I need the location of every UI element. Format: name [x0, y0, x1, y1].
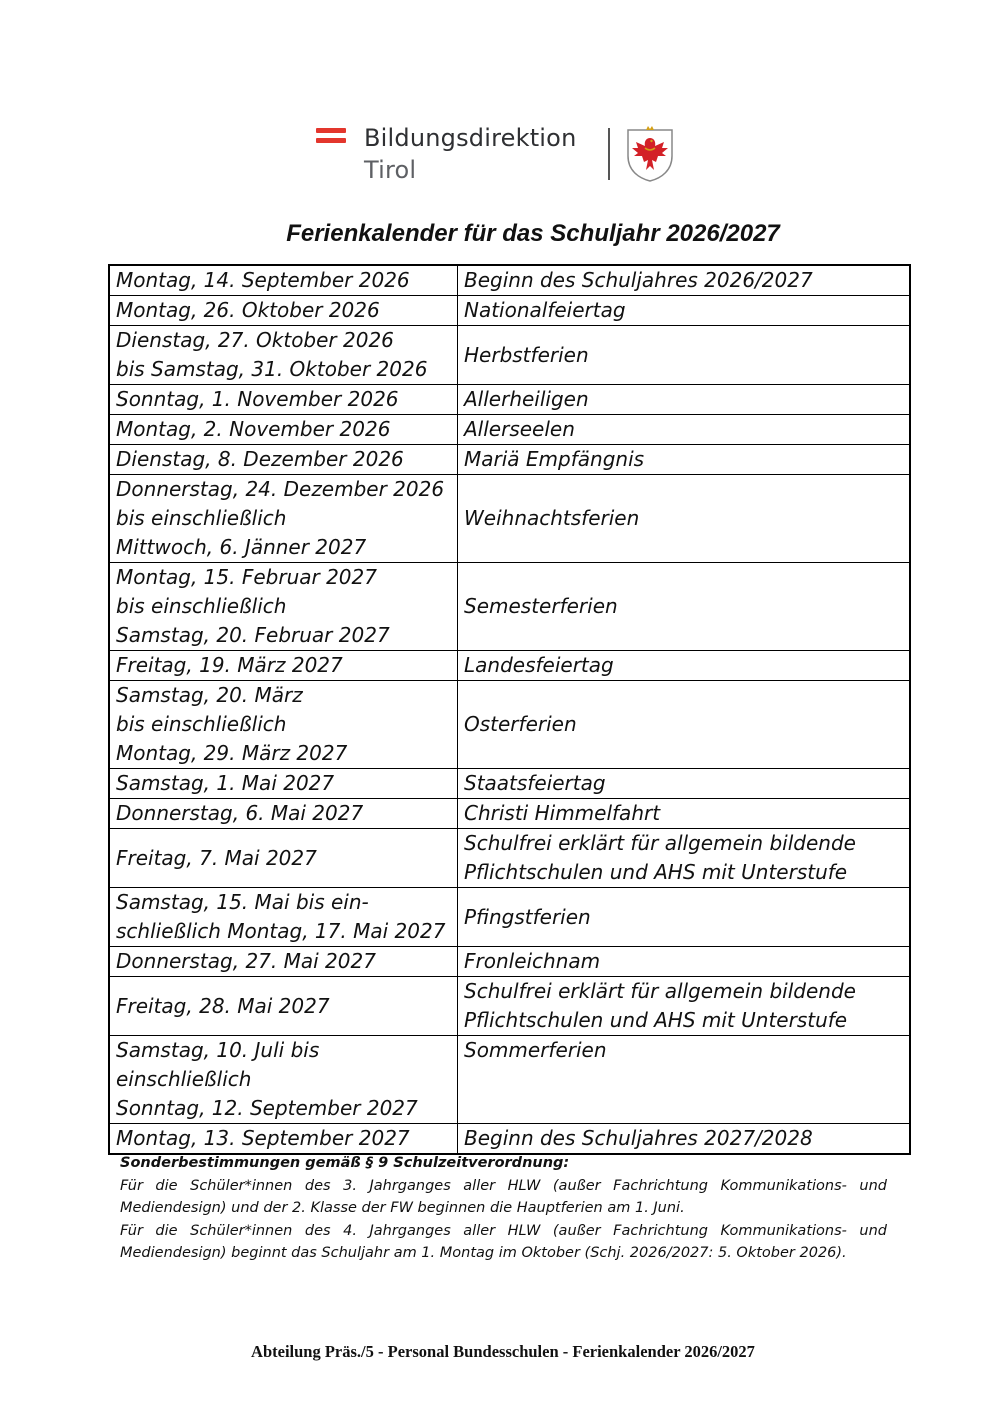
event-line: Weihnachtsferien [464, 506, 640, 530]
table-row [109, 296, 910, 326]
date-line: Samstag, 20. Februar 2027 [116, 623, 390, 647]
date-line: Samstag, 1. Mai 2027 [116, 771, 335, 795]
table-row [109, 799, 910, 829]
event-cell [458, 475, 911, 563]
date-cell [109, 563, 458, 651]
event-line: Allerseelen [464, 417, 575, 441]
event-line: Osterferien [464, 712, 577, 736]
table-row [109, 326, 910, 385]
event-cell [458, 651, 911, 681]
event-cell [458, 947, 911, 977]
date-line: Samstag, 15. Mai bis ein- [116, 890, 369, 914]
table-row [109, 265, 910, 296]
event-line: Sommerferien [464, 1038, 607, 1062]
event-cell [458, 326, 911, 385]
date-cell [109, 296, 458, 326]
event-cell [458, 769, 911, 799]
date-line: bis einschließlich [116, 712, 287, 736]
event-cell [458, 296, 911, 326]
event-cell [458, 385, 911, 415]
header-logo [316, 124, 676, 184]
event-line: Beginn des Schuljahres 2027/2028 [464, 1126, 813, 1150]
date-cell [109, 1036, 458, 1124]
date-cell [109, 977, 458, 1036]
table-row [109, 475, 910, 563]
date-cell [109, 445, 458, 475]
event-line: Herbstferien [464, 342, 589, 367]
date-line: Mittwoch, 6. Jänner 2027 [116, 535, 367, 559]
event-cell [458, 829, 911, 888]
event-line: Christi Himmelfahrt [464, 801, 661, 825]
date-line: Montag, 26. Oktober 2026 [116, 298, 380, 322]
table-row [109, 445, 910, 475]
notes-paragraph: Für die Schüler*innen des 3. Jahrganges aller HLW (außer Fachrichtung Kommunikations- und Mediendesign) und der 2. Klasse der FW beginnen die Hauptferien am 1. Juni. [120, 1177, 887, 1216]
date-cell [109, 769, 458, 799]
event-line: Staatsfeiertag [464, 771, 606, 795]
event-line: Semesterferien [464, 594, 618, 618]
page-title: Ferienkalender für das Schuljahr 2026/2027 [286, 220, 780, 247]
date-cell [109, 1124, 458, 1155]
austria-flag-icon [316, 128, 346, 148]
date-line: bis einschließlich [116, 506, 287, 530]
table-row [109, 829, 910, 888]
date-cell [109, 475, 458, 563]
date-line: Dienstag, 8. Dezember 2026 [116, 447, 404, 471]
date-line: Donnerstag, 6. Mai 2027 [116, 801, 364, 825]
table-row [109, 563, 910, 651]
event-cell [458, 799, 911, 829]
date-line: Samstag, 10. Juli bis einschließlich [116, 1038, 320, 1091]
date-cell [109, 265, 458, 296]
table-row [109, 385, 910, 415]
date-cell [109, 829, 458, 888]
event-cell [458, 445, 911, 475]
notes-heading: Sonderbestimmungen gemäß § 9 Schulzeitverordnung: [120, 1155, 570, 1171]
date-line: Montag, 13. September 2027 [116, 1126, 410, 1150]
event-cell [458, 888, 911, 947]
event-cell [458, 415, 911, 445]
holiday-calendar-table [108, 264, 911, 1155]
event-line: Pflichtschulen und AHS mit Unterstufe [464, 1008, 848, 1032]
date-cell [109, 326, 458, 385]
date-cell [109, 651, 458, 681]
event-cell [458, 681, 911, 769]
event-line: Beginn des Schuljahres 2026/2027 [464, 268, 813, 292]
org-name-line2: Tirol [364, 156, 417, 184]
page-footer: Abteilung Präs./5 - Personal Bundesschulen - Ferienkalender 2026/2027 [251, 1342, 755, 1361]
date-cell [109, 799, 458, 829]
special-regulations [120, 1152, 887, 1265]
table-row [109, 651, 910, 681]
event-cell [458, 265, 911, 296]
tyrol-eagle-crest-icon [626, 126, 674, 182]
table-row [109, 977, 910, 1036]
date-cell [109, 947, 458, 977]
event-line: Schulfrei erklärt für allgemein bildende [464, 831, 856, 855]
date-line: Sonntag, 1. November 2026 [116, 387, 399, 411]
date-line: Dienstag, 27. Oktober 2026 [116, 328, 394, 352]
table-row [109, 947, 910, 977]
event-line: Nationalfeiertag [464, 298, 626, 322]
date-line: Donnerstag, 24. Dezember 2026 [116, 477, 445, 501]
date-cell [109, 385, 458, 415]
date-cell [109, 681, 458, 769]
date-line: bis Samstag, 31. Oktober 2026 [116, 357, 428, 381]
date-line: Samstag, 20. März [116, 683, 303, 707]
event-line: Schulfrei erklärt für allgemein bildende [464, 979, 856, 1003]
notes-paragraph: Für die Schüler*innen des 4. Jahrganges aller HLW (außer Fachrichtung Kommunikations- und Mediendesign) beginnt das Schuljahr am 1. Montag im Oktober (Schj. 2026/2027: 5. Oktober 2026). [120, 1222, 887, 1261]
table-row [109, 769, 910, 799]
event-cell [458, 563, 911, 651]
event-cell [458, 1124, 911, 1155]
date-line: Freitag, 28. Mai 2027 [116, 993, 330, 1018]
date-line: Donnerstag, 27. Mai 2027 [116, 949, 376, 973]
date-line: Freitag, 7. Mai 2027 [116, 845, 317, 870]
table-row [109, 1124, 910, 1155]
event-cell [458, 977, 911, 1036]
event-line: Pfingstferien [464, 904, 591, 929]
logo-divider [608, 128, 610, 180]
date-line: Sonntag, 12. September 2027 [116, 1096, 418, 1120]
date-cell [109, 888, 458, 947]
event-line: Fronleichnam [464, 949, 601, 973]
table-row [109, 1036, 910, 1124]
org-name-line1: Bildungsdirektion [364, 124, 577, 152]
table-row [109, 888, 910, 947]
table-row [109, 681, 910, 769]
event-line: Pflichtschulen und AHS mit Unterstufe [464, 860, 848, 884]
date-line: Montag, 2. November 2026 [116, 417, 391, 441]
date-line: schließlich Montag, 17. Mai 2027 [116, 919, 446, 943]
date-line: Montag, 29. März 2027 [116, 741, 348, 765]
date-cell [109, 415, 458, 445]
event-line: Mariä Empfängnis [464, 447, 645, 471]
date-line: Montag, 14. September 2026 [116, 268, 410, 292]
event-line: Allerheiligen [464, 387, 589, 411]
date-line: Montag, 15. Februar 2027 [116, 565, 377, 589]
table-row [109, 415, 910, 445]
date-line: bis einschließlich [116, 594, 287, 618]
event-line: Landesfeiertag [464, 653, 614, 677]
date-line: Freitag, 19. März 2027 [116, 653, 343, 677]
event-cell [458, 1036, 911, 1124]
